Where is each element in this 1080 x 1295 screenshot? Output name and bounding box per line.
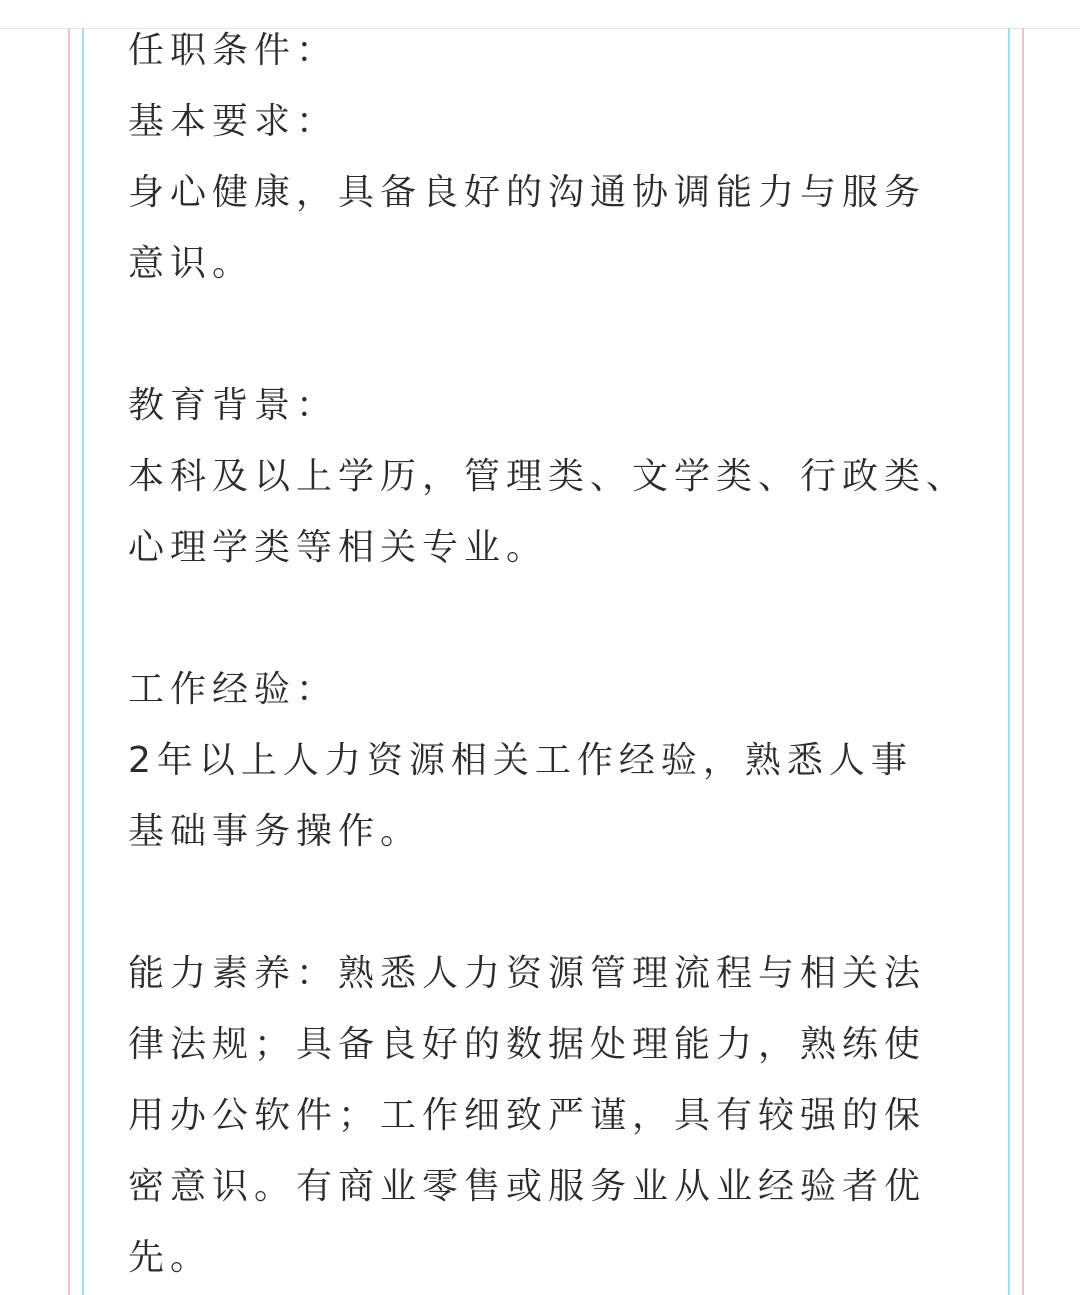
ability-text-line4: 密意识。有商业零售或服务业从业经验者优 (128, 1166, 927, 1207)
basic-text-line1: 身心健康，具备良好的沟通协调能力与服务 (128, 172, 927, 213)
right-pink-border (1022, 28, 1024, 1295)
ability-text-line2: 律法规；具备良好的数据处理能力，熟练使 (128, 1024, 927, 1065)
experience-text-line2: 基础事务操作。 (128, 811, 423, 852)
right-blue-border (1008, 28, 1010, 1295)
paragraph-gap (128, 299, 973, 370)
experience-text-line1: 2年以上人力资源相关工作经验，熟悉人事 (128, 740, 913, 781)
paragraph-gap (128, 867, 973, 938)
experience-heading: 工作经验： (128, 669, 339, 710)
left-pink-border (68, 28, 70, 1295)
ability-text-line5: 先。 (128, 1237, 213, 1278)
education-text-line1: 本科及以上学历，管理类、文学类、行政类、 (128, 456, 969, 497)
education-text-line2: 心理学类等相关专业。 (128, 527, 549, 568)
education-heading: 教育背景： (128, 385, 339, 426)
section-title: 任职条件： (128, 30, 339, 71)
ability-text-line3: 用办公软件；工作细致严谨，具有较强的保 (128, 1095, 927, 1136)
basic-heading: 基本要求： (128, 101, 339, 142)
basic-text-line2: 意识。 (128, 243, 255, 284)
ability-text-line1: 能力素养：熟悉人力资源管理流程与相关法 (128, 953, 927, 994)
article-content (128, 15, 973, 1293)
paragraph-gap (128, 583, 973, 654)
left-blue-border (82, 28, 84, 1295)
